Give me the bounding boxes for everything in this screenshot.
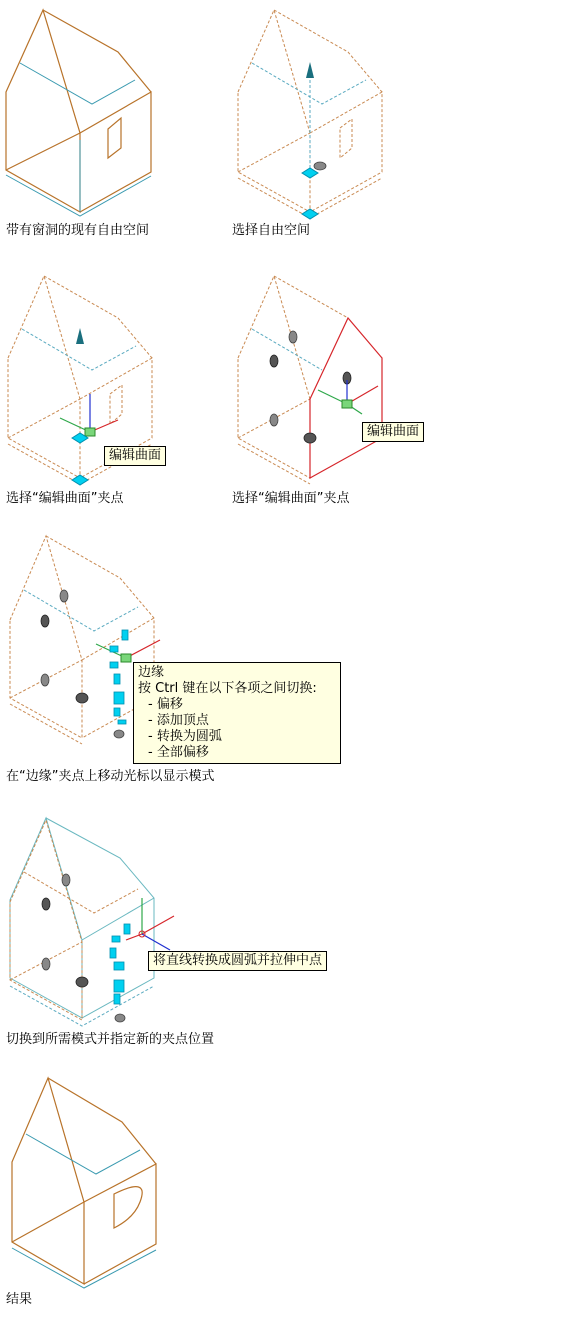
house-arc-conversion — [0, 812, 360, 1027]
tooltip-hint: 按 Ctrl 键在以下各项之间切换: — [138, 681, 317, 696]
caption-step2: 选择自由空间 — [232, 223, 311, 238]
tooltip-edit-surface-selected: 编辑曲面 — [362, 422, 424, 442]
step2-figure — [230, 0, 400, 220]
house-result — [0, 1072, 170, 1292]
step7-figure — [0, 1072, 170, 1292]
tooltip-edit-surface: 编辑曲面 — [104, 446, 166, 466]
step5-figure — [0, 532, 350, 767]
caption-step6: 切换到所需模式并指定新的夹点位置 — [6, 1032, 215, 1047]
edge-grips-column — [110, 630, 128, 724]
move-grip-arrow-icon — [76, 328, 84, 344]
mode-convert-to-arc: - 转换为圆弧 — [138, 729, 334, 745]
step4-figure — [230, 272, 440, 487]
caption-step1: 带有窗洞的现有自由空间 — [6, 223, 150, 238]
edge-grip-icon — [270, 355, 278, 367]
move-grip-arrow-icon — [306, 62, 314, 78]
house-edit-surface-active — [230, 272, 440, 487]
mode-offset: - 偏移 — [138, 697, 334, 713]
house-free-space-selected — [230, 0, 400, 220]
location-grip-icon — [302, 168, 318, 178]
edit-surface-grip-icon — [85, 428, 95, 436]
base-grip-icon — [72, 475, 88, 485]
tooltip-convert-arc: 将直线转换成圆弧并拉伸中点 — [148, 951, 327, 971]
edge-grip-icon — [304, 433, 316, 443]
base-grip-icon — [302, 209, 318, 219]
arc-window-opening — [114, 1187, 142, 1228]
caption-step5: 在“边缘”夹点上移动光标以显示模式 — [6, 769, 215, 784]
step1-figure — [0, 0, 170, 215]
edge-grip-icon — [289, 331, 297, 343]
edge-grip-icon — [270, 414, 278, 426]
step3-figure — [0, 272, 175, 487]
tooltip-title: 边缘 — [138, 665, 165, 680]
edge-grips-column — [110, 924, 130, 1004]
edit-surface-grip-icon — [342, 400, 352, 408]
step6-figure — [0, 812, 360, 1027]
house-free-space-solid — [0, 0, 170, 215]
caption-step7: 结果 — [6, 1292, 33, 1307]
edge-grip-icon — [314, 162, 326, 170]
caption-step3: 选择“编辑曲面”夹点 — [6, 491, 124, 506]
mode-offset-all: - 全部偏移 — [138, 745, 334, 761]
caption-step4: 选择“编辑曲面”夹点 — [232, 491, 350, 506]
edit-surface-grip-icon — [121, 654, 131, 662]
tooltip-edge-modes — [133, 662, 341, 764]
mode-add-vertex: - 添加顶点 — [138, 713, 334, 729]
